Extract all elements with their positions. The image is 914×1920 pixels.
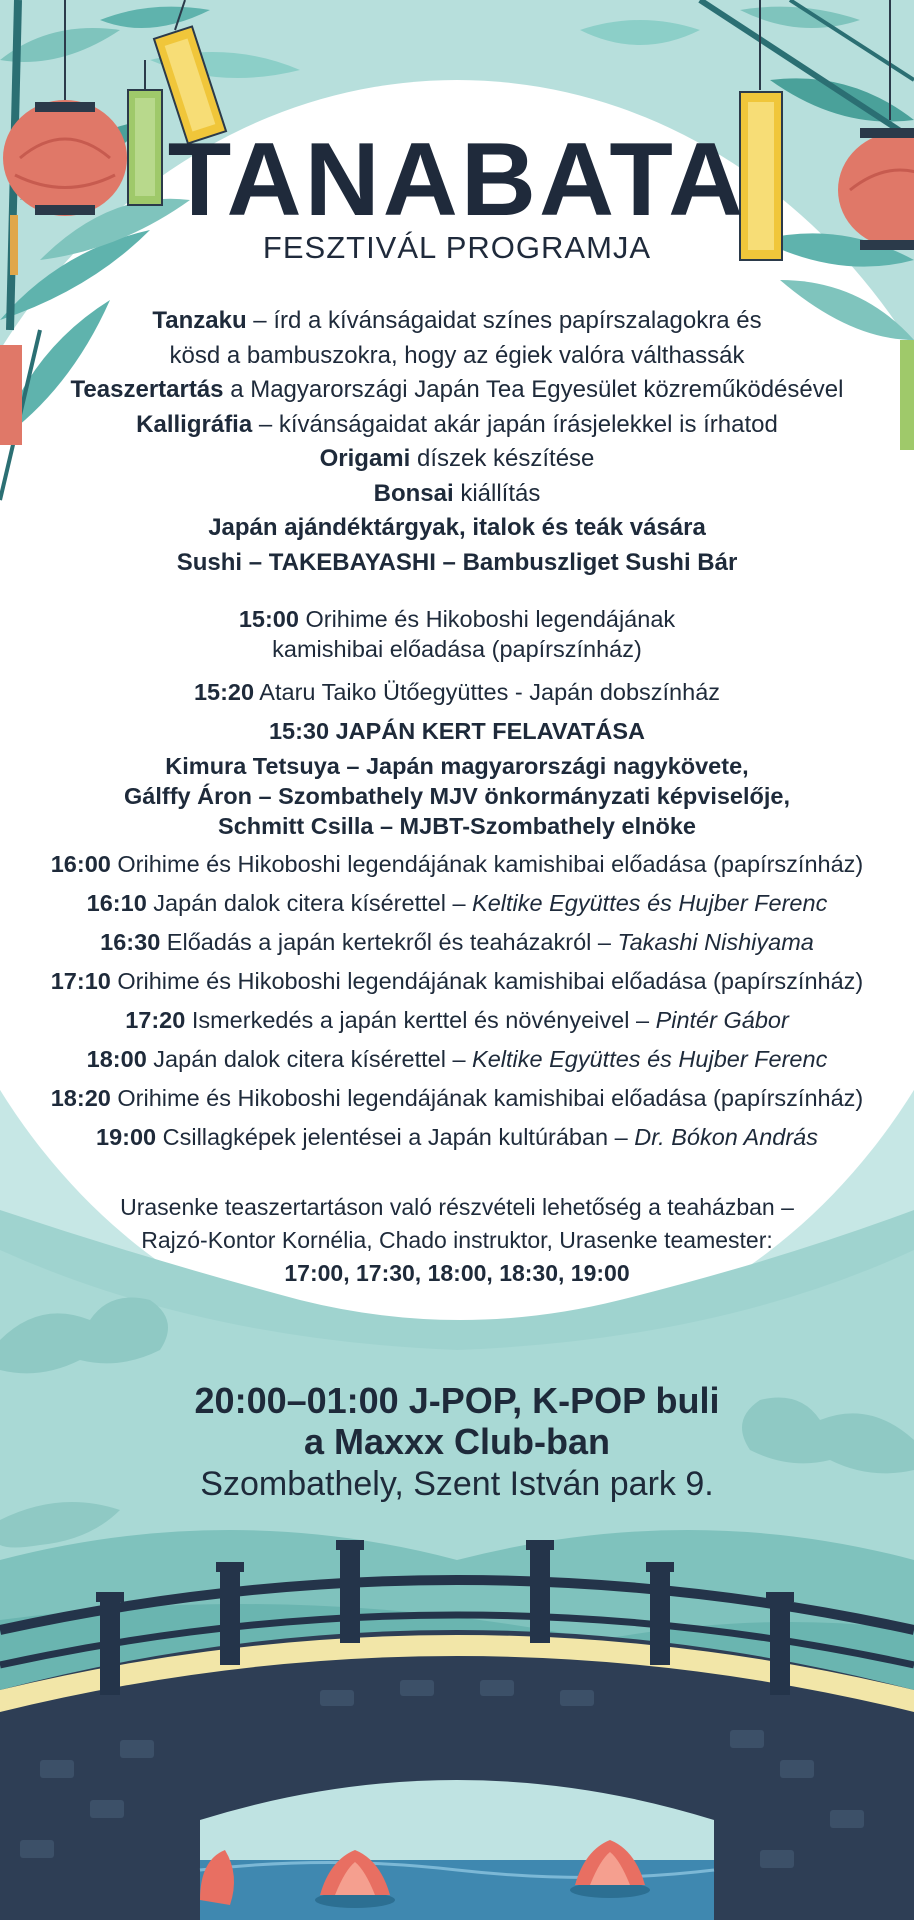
schedule xyxy=(40,604,874,1157)
urasenke-info xyxy=(40,1191,874,1290)
urasenke-times: 17:00, 17:30, 18:00, 18:30, 19:00 xyxy=(284,1260,630,1286)
schedule-item: 18:00 Japán dalok citera kísérettel – Keltike Együttes és Hujber Ferenc xyxy=(86,1046,828,1072)
schedule-item: 19:00 Csillagképek jelentései a Japán kultúrában – Dr. Bókon András xyxy=(96,1124,818,1150)
schedule-item: 17:20 Ismerkedés a japán kerttel és növényeivel – Pintér Gábor xyxy=(125,1007,789,1033)
activity-item: Teaszertartás a Magyarországi Japán Tea Egyesület közreműködésével xyxy=(70,376,844,403)
party-address: Szombathely, Szent István park 9. xyxy=(200,1465,714,1503)
activity-item: Kalligráfia – kívánságaidat akár japán írásjelekkel is írhatod xyxy=(136,410,778,438)
activity-item: Japán ajándéktárgyak, italok és teák vására xyxy=(208,514,706,541)
urasenke-line: Urasenke teaszertartáson való részvételi lehetőség a teaházban – xyxy=(120,1194,794,1220)
page-title: TANABATA xyxy=(167,122,747,238)
party-title: 20:00–01:00 J-POP, K-POP buli xyxy=(194,1380,720,1421)
schedule-item: 16:30 Előadás a japán kertekről és teaházakról – Takashi Nishiyama xyxy=(100,929,814,955)
activity-item: Tanzaku – írd a kívánságaidat színes papírszalagokra és xyxy=(152,307,762,334)
schedule-item: 16:10 Japán dalok citera kísérettel – Keltike Együttes és Hujber Ferenc xyxy=(86,890,828,916)
schedule-item: 18:20 Orihime és Hikoboshi legendájának kamishibai előadása (papírszínház) xyxy=(50,1085,864,1111)
activities-list xyxy=(40,304,874,580)
activity-item: Origami díszek készítése xyxy=(319,445,595,472)
party-info xyxy=(0,1380,914,1506)
activity-item: kösd a bambuszokra, hogy az égiek valóra válthassák xyxy=(169,341,745,369)
urasenke-line: Rajzó-Kontor Kornélia, Chado instruktor, Urasenke teamester: xyxy=(141,1227,773,1253)
guest-line: Schmitt Csilla – MJBT-Szombathely elnöke xyxy=(218,813,696,839)
party-venue: a Maxxx Club-ban xyxy=(303,1421,611,1462)
guest-line: Gálffy Áron – Szombathely MJV önkormányzati képviselője, xyxy=(123,783,791,809)
schedule-item: 17:10 Orihime és Hikoboshi legendájának kamishibai előadása (papírszínház) xyxy=(50,968,864,994)
schedule-item: 15:30 JAPÁN KERT FELAVATÁSA xyxy=(268,718,646,744)
schedule-item: 15:20 Ataru Taiko Ütőegyüttes - Japán dobszínház xyxy=(193,679,721,705)
activity-item: Bonsai kiállítás xyxy=(373,479,541,507)
page-subtitle: FESZTIVÁL PROGRAMJA xyxy=(262,230,652,265)
activity-item: Sushi – TAKEBAYASHI – Bambuszliget Sushi Bár xyxy=(176,548,738,576)
guest-line: Kimura Tetsuya – Japán magyarországi nagykövete, xyxy=(165,753,749,779)
schedule-item: 15:00 Orihime és Hikoboshi legendájának xyxy=(238,606,676,632)
schedule-item-continued: kamishibai előadása (papírszínház) xyxy=(272,636,642,662)
schedule-item: 16:00 Orihime és Hikoboshi legendájának kamishibai előadása (papírszínház) xyxy=(50,851,864,877)
